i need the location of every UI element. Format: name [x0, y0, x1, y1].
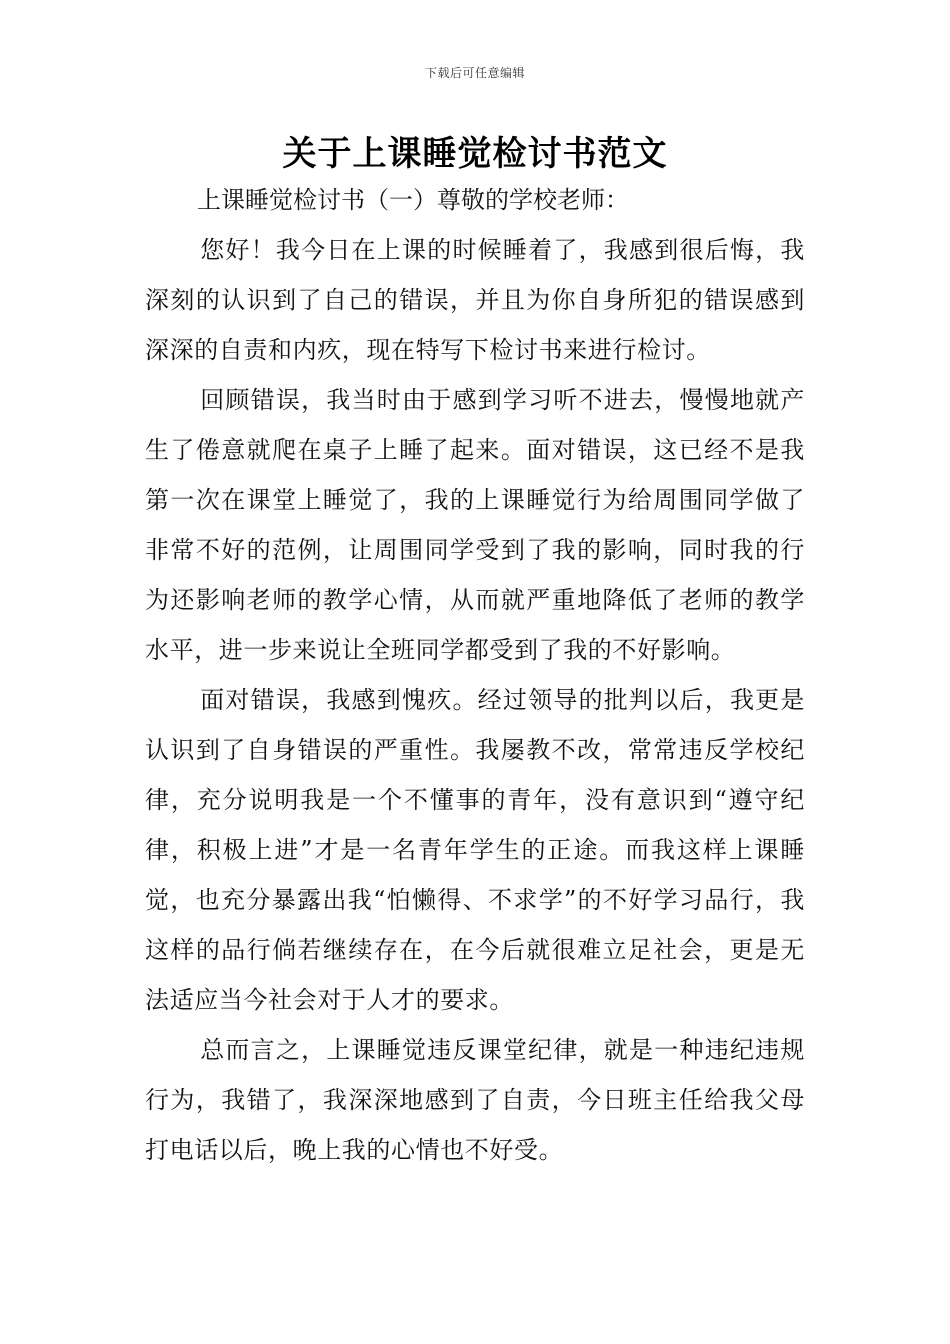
paragraph-reflection: 面对错误，我感到愧疚。经过领导的批判以后，我更是认识到了自身错误的严重性。我屡教不改，常常违反学校纪律，充分说明我是一个不懂事的青年，没有意识到“遵守纪律，积极上进”才是一名青年学生的正途。而我这样上课睡觉，也充分暴露出我“怕懒得、不求学”的不好学习品行，我这样的品行倘若继续存在，在今后就很难立足社会，更是无法适应当今社会对于人才的要求。 — [145, 686, 805, 1014]
paragraph-conclusion: 总而言之，上课睡觉违反课堂纪律，就是一种违纪违规行为，我错了，我深深地感到了自责，今日班主任给我父母打电话以后，晚上我的心情也不好受。 — [145, 1036, 805, 1164]
paragraph-greeting: 您好！我今日在上课的时候睡着了，我感到很后悔，我深刻的认识到了自己的错误，并且为你自身所犯的错误感到深深的自责和内疚，现在特写下检讨书来进行检讨。 — [145, 236, 805, 364]
paragraph-review: 回顾错误，我当时由于感到学习听不进去，慢慢地就产生了倦意就爬在桌子上睡了起来。面对错误，这已经不是我第一次在课堂上睡觉了，我的上课睡觉行为给周围同学做了非常不好的范例，让周围同学受到了我的影响，同时我的行为还影响老师的教学心情，从而就严重地降低了老师的教学水平，进一步来说让全班同学都受到了我的不好影响。 — [145, 386, 805, 664]
document-body — [145, 175, 805, 1175]
header-note: 下载后可任意编辑 — [424, 66, 525, 80]
document-subtitle: 上课睡觉检讨书（一）尊敬的学校老师： — [197, 186, 629, 214]
document-title: 关于上课睡觉检讨书范文 — [282, 134, 668, 174]
